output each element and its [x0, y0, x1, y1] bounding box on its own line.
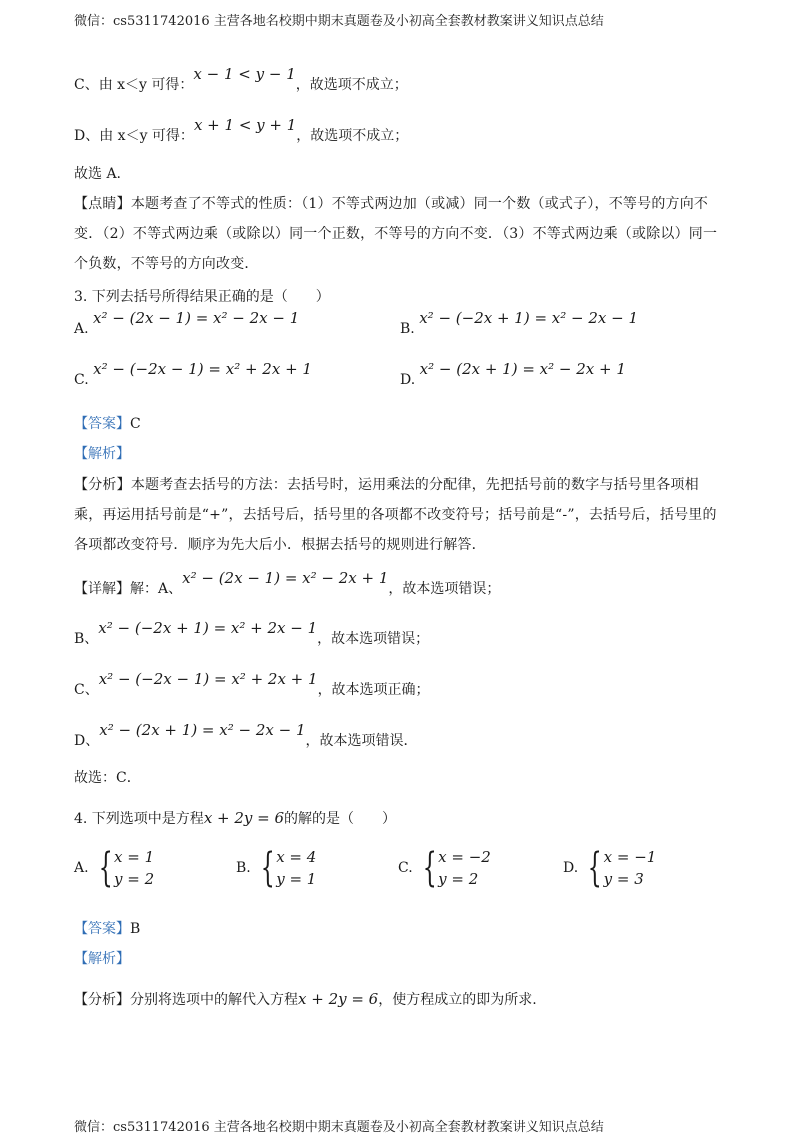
prev-option-d-line: D、由 x＜y 可得：x + 1 < y + 1，故选项不成立；	[74, 116, 409, 144]
q3-option-a: A. x² − (2x − 1) = x² − 2x − 1	[74, 309, 300, 337]
comment-tag: 【点睛】	[74, 196, 131, 212]
q3-option-c: C. x² − (−2x − 1) = x² + 2x + 1	[74, 360, 312, 388]
answer-tag: 【答案】	[74, 921, 130, 937]
q4-option-b: B. { x = 4 y = 1	[236, 845, 317, 891]
page-footer: 微信：cs5311742016 主营各地名校期中期末真题卷及小初高全套教材教案讲义知识点总结	[74, 1120, 604, 1135]
q3-option-b: B. x² − (−2x + 1) = x² − 2x − 1	[400, 309, 639, 337]
q4-stem: 4. 下列选项中是方程x + 2y = 6的解的是（ ）	[74, 809, 397, 827]
brace-icon: {	[98, 845, 113, 891]
q3-detail-a: 【详解】解：A、x² − (2x − 1) = x² − 2x + 1，故本选项错误；	[74, 569, 501, 597]
q4-fenxi: 【分析】分别将选项中的解代入方程x + 2y = 6，使方程成立的即为所求.	[74, 990, 537, 1008]
q3-stem: 3. 下列去括号所得结果正确的是（ ）	[74, 289, 330, 305]
q4-option-d: D. { x = −1 y = 3	[563, 845, 657, 891]
detail-tag: 【详解】	[74, 581, 130, 597]
math-expression: x − 1 < y − 1	[193, 65, 296, 83]
q3-answer: 【答案】C	[74, 416, 141, 432]
q3-detail-b: B、x² − (−2x + 1) = x² + 2x − 1，故本选项错误；	[74, 619, 430, 647]
prev-option-c-line: C、由 x＜y 可得：x − 1 < y − 1，故选项不成立；	[74, 65, 408, 93]
q3-choose: 故选：C．	[74, 770, 141, 786]
answer-tag: 【答案】	[74, 416, 130, 432]
fenxi-tag: 【分析】	[74, 477, 131, 493]
q3-detail-c: C、x² − (−2x − 1) = x² + 2x + 1，故本选项正确；	[74, 670, 430, 698]
math-expression: x + 1 < y + 1	[193, 116, 297, 134]
q3-analysis-tag: 【解析】	[74, 446, 130, 462]
q4-answer: 【答案】B	[74, 921, 141, 937]
prev-choose: 故选 A.	[74, 166, 122, 182]
fenxi-tag: 【分析】	[74, 992, 130, 1008]
q4-option-a: A. { x = 1 y = 2	[74, 845, 155, 891]
prev-comment: 【点睛】本题考查了不等式的性质：（1）不等式两边加（或减）同一个数（或式子），不等号的方向不变．（2）不等式两边乘（或除以）同一个正数，不等号的方向不变．（3）不等式两边乘（或除以）同一个负数，不等号的方向改变．	[74, 196, 718, 272]
brace-icon: {	[260, 845, 275, 891]
page-header: 微信：cs5311742016 主营各地名校期中期末真题卷及小初高全套教材教案讲义知识点总结	[74, 14, 604, 29]
q4-option-c: C. { x = −2 y = 2	[398, 845, 491, 891]
q3-detail-d: D、x² − (2x + 1) = x² − 2x − 1，故本选项错误．	[74, 721, 418, 749]
q3-option-d: D. x² − (2x + 1) = x² − 2x + 1	[400, 360, 626, 388]
brace-icon: {	[587, 845, 602, 891]
q4-analysis-tag: 【解析】	[74, 951, 130, 967]
q3-fenxi: 【分析】本题考查去括号的方法：去括号时，运用乘法的分配律，先把括号前的数字与括号里各项相乘，再运用括号前是“+”，去括号后，括号里的各项都不改变符号；括号前是“-”，去括号后，括号里的各项都改变符号．顺序为先大后小．根据去括号的规则进行解答．	[74, 477, 717, 553]
brace-icon: {	[422, 845, 437, 891]
